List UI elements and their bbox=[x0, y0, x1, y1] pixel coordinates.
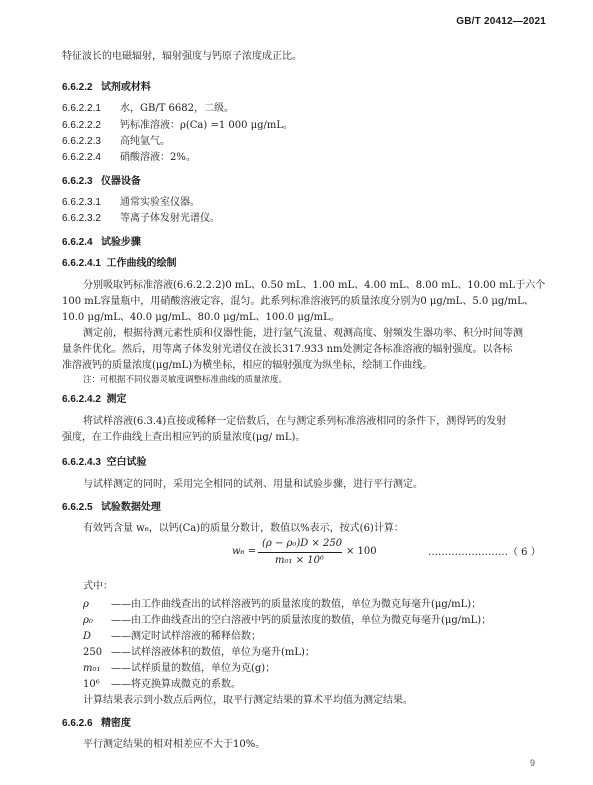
formula-numerator: (ρ − ρ₀)D × 250 bbox=[262, 538, 343, 549]
paragraph-line: 与试样测定的同时，采用完全相同的试剂、用量和试验步骤，进行平行测定。 bbox=[83, 479, 423, 490]
page-number: 9 bbox=[529, 758, 535, 768]
item-number: 6.6.2.3.1 bbox=[62, 197, 101, 208]
list-item bbox=[62, 196, 200, 209]
variable-text: ——由工作曲线查出的试样溶液钙的质量浓度的数值，单位为微克每毫升(μg/mL)； bbox=[111, 599, 482, 610]
paragraph-line: 强度，在工作曲线上查出相应钙的质量浓度(μg/ mL)。 bbox=[62, 432, 306, 443]
paragraph-line: 平行测定结果的相对相差应不大于10%。 bbox=[83, 739, 266, 750]
section-number: 6.6.2.3 bbox=[62, 176, 93, 187]
variable-text: ——由工作曲线查出的空白溶液中钙的质量浓度的数值，单位为微克每毫升(μg/mL)； bbox=[111, 615, 492, 626]
variable-definition bbox=[83, 614, 491, 627]
variable-definition bbox=[83, 598, 481, 611]
list-item bbox=[62, 102, 234, 115]
section-heading bbox=[62, 236, 141, 249]
paragraph-line: 将试样溶液(6.3.4)直接或稀释一定倍数后，在与测定系列标准溶液相同的条件下，测得钙的发射 bbox=[83, 416, 507, 427]
variable-text: ——试样溶液体积的数值，单位为毫升(mL)； bbox=[111, 647, 315, 658]
paragraph-line: 100 mL容量瓶中，用硝酸溶液定容，混匀。此系列标准溶液钙的质量浓度分别为0 μg/mL、5.0 μg/mL、 bbox=[62, 296, 534, 307]
item-text: 水，GB/T 6682，二级。 bbox=[120, 103, 235, 114]
paragraph-line: 有效钙含量 w₆，以钙(Ca)的质量分数计，数值以%表示，按式(6)计算： bbox=[83, 523, 404, 534]
paragraph-line: 分别吸取钙标准溶液(6.6.2.2.2)0 mL、0.50 mL、1.00 mL、4.00 mL、8.00 mL、10.00 mL于六个 bbox=[83, 280, 546, 291]
variable-definition bbox=[83, 662, 275, 675]
item-text: 硝酸溶液：2%。 bbox=[120, 152, 196, 163]
variable-symbol: ρ bbox=[83, 599, 89, 610]
variable-symbol: 10⁶ bbox=[83, 679, 100, 690]
section-title: 试验步骤 bbox=[100, 237, 141, 248]
section-heading bbox=[62, 717, 131, 730]
variable-definition bbox=[83, 678, 241, 691]
section-title: 试剂或材料 bbox=[100, 82, 151, 93]
list-item bbox=[62, 212, 220, 225]
item-number: 6.6.2.2.4 bbox=[62, 152, 101, 163]
paragraph-line: 准溶液钙的质量浓度(μg/mL)为横坐标，相应的辐射强度为纵坐标，绘制工作曲线。 bbox=[62, 360, 433, 371]
section-number: 6.6.2.6 bbox=[62, 718, 93, 729]
variable-symbol: m₀₁ bbox=[83, 663, 101, 674]
section-title: 空白试验 bbox=[106, 457, 147, 468]
list-item bbox=[62, 151, 196, 164]
section-number: 6.6.2.2 bbox=[62, 82, 93, 93]
section-heading bbox=[62, 81, 151, 94]
section-title: 工作曲线的绘制 bbox=[106, 258, 177, 269]
item-text: 等离子体发射光谱仪。 bbox=[120, 213, 220, 224]
variable-symbol: D bbox=[83, 631, 92, 642]
note-text: 注：可根据不同仪器灵敏度调整标准曲线的质量浓度。 bbox=[83, 375, 288, 385]
section-title: 试验数据处理 bbox=[100, 502, 161, 513]
section-heading bbox=[62, 501, 161, 514]
formula-lhs: w₆ = bbox=[232, 546, 257, 557]
standard-number: GB/T 20412—2021 bbox=[456, 16, 546, 27]
item-text: 高纯氩气。 bbox=[120, 136, 170, 147]
variable-symbol: ρ₀ bbox=[83, 615, 93, 626]
section-title: 精密度 bbox=[100, 718, 131, 729]
paragraph-line: 测定前，根据待测元素性质和仪器性能，进行氩气流量、观测高度、射频发生器功率、积分时间等测 bbox=[83, 328, 523, 339]
section-heading bbox=[62, 257, 176, 270]
section-number: 6.6.2.4.3 bbox=[62, 457, 101, 468]
variable-symbol: 250 bbox=[83, 647, 103, 658]
item-number: 6.6.2.3.2 bbox=[62, 213, 101, 224]
section-number: 6.6.2.4.1 bbox=[62, 258, 101, 269]
item-number: 6.6.2.2.2 bbox=[62, 120, 101, 131]
section-title: 测定 bbox=[106, 394, 127, 405]
paragraph-line: 计算结果表示到小数点后两位，取平行测定结果的算术平均值为测定结果。 bbox=[83, 695, 413, 706]
fraction-bar bbox=[258, 552, 342, 553]
variable-text: ——将克换算成微克的系数。 bbox=[111, 679, 241, 690]
intro-text: 特征波长的电磁辐射，辐射强度与钙原子浓度成正比。 bbox=[62, 51, 302, 62]
paragraph-line: 10.0 μg/mL、40.0 μg/mL、80.0 μg/mL、100.0 μg/mL。 bbox=[62, 312, 340, 323]
variable-definition bbox=[83, 646, 315, 659]
section-number: 6.6.2.5 bbox=[62, 502, 93, 513]
item-text: 通常实验室仪器。 bbox=[120, 197, 200, 208]
section-number: 6.6.2.4.2 bbox=[62, 394, 101, 405]
formula-times: × 100 bbox=[346, 546, 377, 557]
variable-definition bbox=[83, 630, 261, 643]
list-item bbox=[62, 135, 170, 148]
variable-text: ——试样质量的数值，单位为克(g)； bbox=[111, 663, 276, 674]
section-title: 仪器设备 bbox=[100, 176, 141, 187]
equation-label: ……………………（ 6 ） bbox=[428, 547, 541, 558]
item-number: 6.6.2.2.3 bbox=[62, 136, 101, 147]
formula-denominator: m₀₁ × 10⁶ bbox=[275, 555, 324, 566]
paragraph-line: 式中： bbox=[83, 581, 113, 592]
item-number: 6.6.2.2.1 bbox=[62, 103, 101, 114]
section-heading bbox=[62, 175, 141, 188]
paragraph-line: 量条件优化。然后，用等离子体发射光谱仪在波长317.933 nm处测定各标准溶液的辐射强度。以各标 bbox=[62, 344, 513, 355]
list-item bbox=[62, 119, 293, 132]
item-text: 钙标准溶液：ρ(Ca) =1 000 μg/mL。 bbox=[120, 120, 294, 131]
section-heading bbox=[62, 456, 146, 469]
section-heading bbox=[62, 393, 126, 406]
variable-text: ——测定时试样溶液的稀释倍数； bbox=[111, 631, 261, 642]
section-number: 6.6.2.4 bbox=[62, 237, 93, 248]
